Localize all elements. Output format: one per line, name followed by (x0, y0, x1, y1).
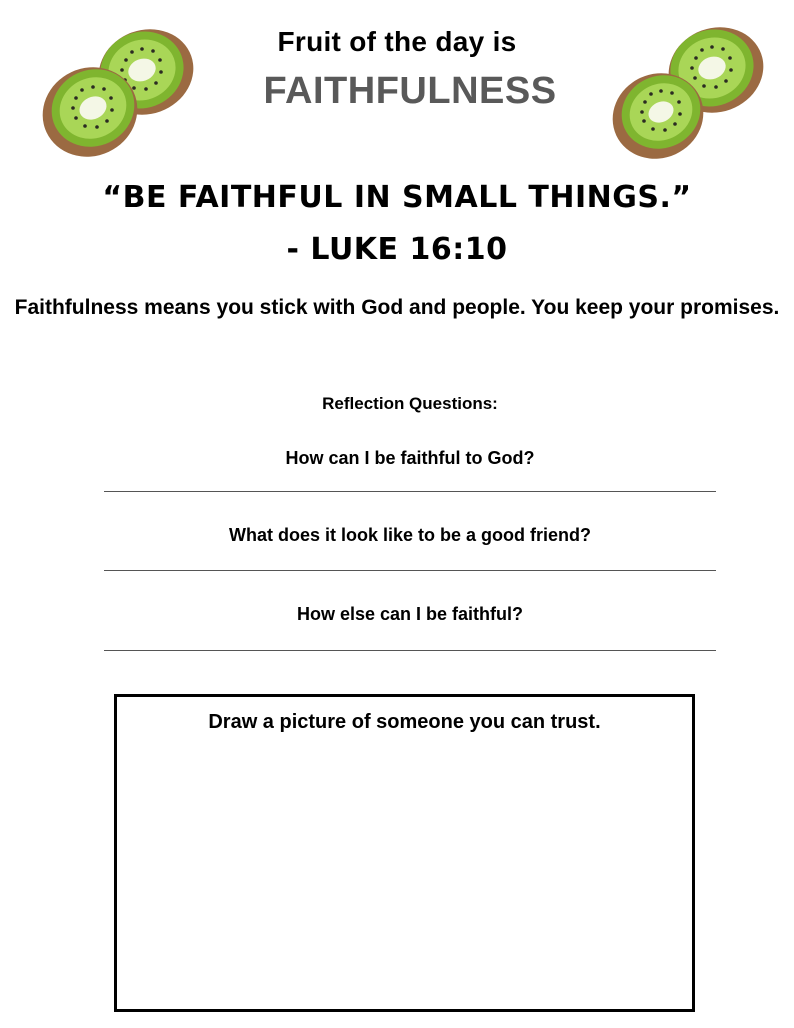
fruit-name-title: FAITHFULNESS (263, 70, 557, 112)
drawing-prompt: Draw a picture of someone you can trust. (208, 711, 601, 733)
verse-reference: - LUKE 16:10 (286, 232, 508, 267)
title-line-1: Fruit of the day is (277, 26, 517, 57)
reflection-heading: Reflection Questions: (322, 394, 498, 413)
answer-line[interactable] (104, 491, 716, 492)
drawing-box[interactable] (114, 694, 695, 1012)
answer-line[interactable] (104, 650, 716, 651)
bible-verse (0, 172, 794, 276)
reflection-question: How else can I be faithful? (296, 604, 524, 624)
definition-text: Faithfulness means you stick with God and people. You keep your promises. (14, 296, 780, 319)
verse-quote: “BE FAITHFUL IN SMALL THINGS.” (102, 180, 692, 215)
reflection-question: What does it look like to be a good friend? (228, 525, 591, 545)
answer-line[interactable] (104, 570, 716, 571)
reflection-question: How can I be faithful to God? (285, 448, 535, 468)
